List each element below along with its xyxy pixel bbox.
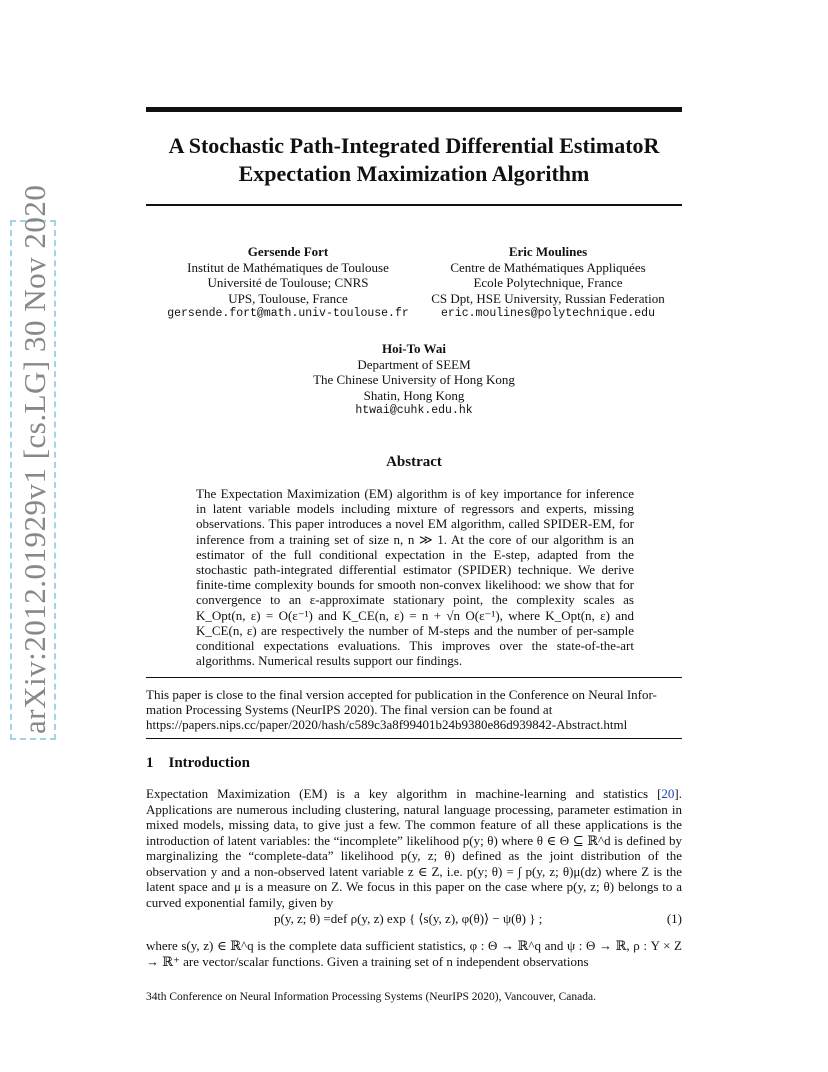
author-name: Gersende Fort [247, 244, 329, 259]
equation-1 [146, 911, 682, 931]
intro-text: ]. Applications are numerous including clustering, natural language processing, parameter estimation in mixed models, missing data, to give just a few. The common feature of all these applications is the introduction of latent variables: the “incomplete” likelihood p(y; θ) where θ ∈ Θ ⊆ ℝ^d is defined by marginalizing the “complete-data” likelihood p(y, z; θ) defined as the joint distribution of the observation y and a non-observed latent variable z ∈ Z, i.e. p(y; θ) = ∫ p(y, z; θ)μ(dz) where Z is the latent space and μ is a measure on Z. We focus in this paper on the case where p(y, z; θ) belongs to a curved exponential family, given by [146, 786, 682, 910]
author-name: Hoi-To Wai [382, 341, 446, 356]
intro-paragraph-2 [146, 938, 682, 969]
arxiv-watermark: arXiv:2012.01929v1 [cs.LG] 30 Nov 2020 [10, 220, 56, 740]
note-rule-top [146, 677, 682, 678]
title-line-2: Expectation Maximization Algorithm [238, 161, 590, 186]
section-number: 1 [146, 755, 154, 771]
section-heading [146, 755, 250, 772]
conference-footnote: 34th Conference on Neural Information Processing Systems (NeurIPS 2020), Vancouver, Canada. [146, 991, 596, 1003]
paper-title [120, 132, 708, 188]
author-affiliation: CS Dpt, HSE University, Russian Federation [431, 290, 665, 306]
intro-text: where s(y, z) ∈ ℝ^q is the complete data sufficient statistics, φ : Θ → ℝ^q and ψ : Θ → ℝ, ρ : Y × Z → ℝ⁺ are vector/scalar functions. Given a training set of n independent observations [146, 938, 682, 969]
abstract-heading: Abstract [386, 454, 442, 470]
author-affiliation: Shatin, Hong Kong [363, 387, 465, 403]
author-affiliation: Institut de Mathématiques de Toulouse [187, 259, 389, 275]
citation-link[interactable]: 20 [661, 786, 675, 801]
note-rule-bottom [146, 738, 682, 739]
author-affiliation: Department of SEEM [357, 356, 471, 372]
author-affiliation: Ecole Polytechnique, France [473, 275, 623, 290]
author-block-1 [148, 244, 428, 322]
section-title: Introduction [168, 755, 250, 771]
author-email[interactable]: eric.moulines@polytechnique.edu [441, 307, 655, 320]
author-email[interactable]: htwai@cuhk.edu.hk [355, 404, 473, 417]
equation-body: p(y, z; θ) =def ρ(y, z) exp { ⟨s(y, z), φ(θ)⟩ − ψ(θ) } ; [274, 911, 543, 926]
note-line: mation Processing Systems (NeurIPS 2020). The final version can be found at [146, 702, 553, 718]
title-rule-bottom [146, 204, 682, 206]
author-block-3 [264, 341, 564, 419]
note-line: This paper is close to the final version accepted for publication in the Conference on Neural Infor- [146, 687, 657, 702]
author-affiliation: Centre de Mathématiques Appliquées [450, 259, 646, 275]
author-email[interactable]: gersende.fort@math.univ-toulouse.fr [167, 307, 409, 320]
title-line-1: A Stochastic Path-Integrated Differential EstimatoR [168, 133, 660, 158]
author-affiliation: UPS, Toulouse, France [228, 290, 348, 306]
author-block-2 [410, 244, 686, 322]
author-affiliation: Université de Toulouse; CNRS [207, 275, 369, 290]
intro-paragraph-1 [146, 786, 682, 910]
version-note [146, 687, 682, 733]
title-rule-top [146, 107, 682, 112]
abstract-text: The Expectation Maximization (EM) algorithm is of key importance for inference in latent variable models including mixture of regressors and experts, missing observations. This paper introduces a novel EM algorithm, called SPIDER-EM, for inference from a training set of size n, n ≫ 1. At the core of our algorithm is an estimator of the full conditional expectation in the E-step, adapted from the stochastic path-integrated differential estimator (SPIDER) technique. We derive finite-time complexity bounds for smooth non-convex likelihood: we show that for convergence to an ε-approximate stationary point, the complexity scales as K_Opt(n, ε) = O(ε⁻¹) and K_CE(n, ε) = n + √n O(ε⁻¹), where K_Opt(n, ε) and K_CE(n, ε) are respectively the number of M-steps and the number of per-sample conditional expectations evaluations. This improves over the state-of-the-art algorithms. Numerical results support our findings. [196, 486, 634, 669]
abstract-body [196, 486, 634, 668]
author-affiliation: The Chinese University of Hong Kong [313, 372, 515, 387]
note-link[interactable]: https://papers.nips.cc/paper/2020/hash/c589c3a8f99401b24b9380e86d939842-Abstract.html [146, 717, 628, 733]
equation-number: (1) [666, 911, 682, 926]
intro-text: Expectation Maximization (EM) is a key algorithm in machine-learning and statistics [ [146, 786, 662, 801]
author-name: Eric Moulines [508, 244, 588, 259]
